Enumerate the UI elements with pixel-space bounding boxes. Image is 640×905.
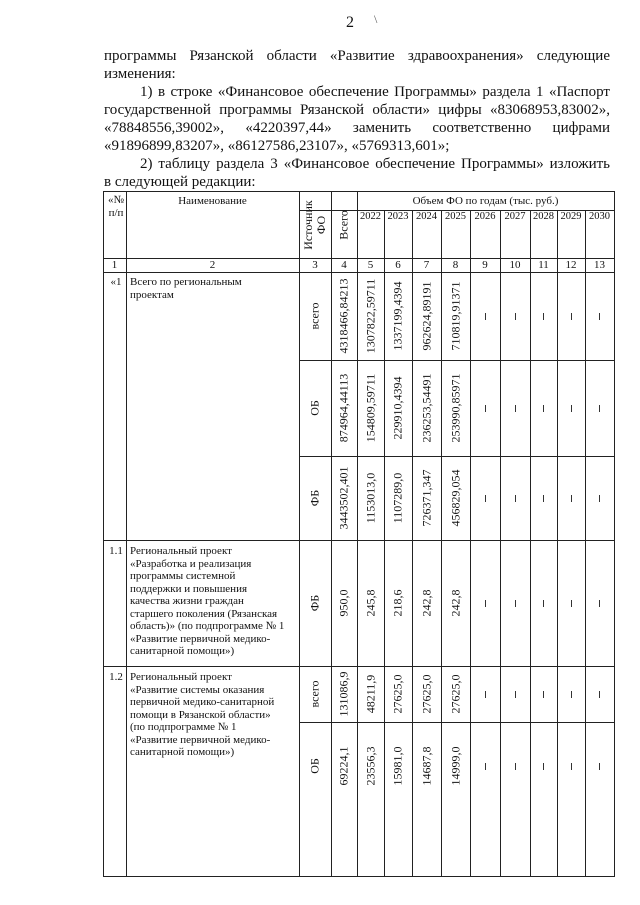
year-value-cell: 27625,0: [419, 674, 433, 714]
empty-cell-dash: [515, 313, 516, 320]
row-name-line: «Разработка и реализация: [130, 557, 252, 570]
year-header: 2027: [504, 211, 526, 222]
column-number: 6: [395, 259, 401, 271]
empty-cell-dash: [571, 763, 572, 770]
row-name-line: (по подпрограмме № 1: [130, 721, 237, 733]
year-value-cell: 1337199,4394: [390, 281, 405, 351]
intro-line: 1) в строке «Финансовое обеспечение Программы» раздела 1 «Паспорт: [140, 84, 610, 100]
year-value-cell: 1307822,59711: [363, 278, 377, 354]
column-number: 11: [538, 259, 549, 271]
empty-cell-dash: [571, 313, 572, 320]
column-number: 5: [367, 259, 374, 271]
empty-cell-dash: [515, 691, 516, 698]
column-number: 4: [341, 259, 347, 271]
intro-line: изменения:: [104, 66, 176, 82]
row-name-line: поддержки и повышения: [130, 582, 248, 595]
year-value-cell: 14999,0: [448, 746, 462, 786]
empty-cell-dash: [485, 691, 486, 698]
year-value-cell: 48211,9: [363, 674, 377, 714]
total-cell: 950,0: [336, 589, 351, 617]
empty-cell-dash: [599, 313, 600, 320]
empty-cell-dash: [599, 600, 600, 607]
column-number: 9: [482, 259, 488, 271]
header-source: Источник ФО: [301, 200, 328, 250]
year-value-cell: 1107289,0: [390, 472, 405, 524]
row-name-line: «Развитие системы оказания: [130, 683, 265, 696]
empty-cell-dash: [515, 763, 516, 770]
empty-cell-dash: [485, 763, 486, 770]
row-name-line: «Развитие первичной медико-: [130, 733, 271, 746]
row-number: «1: [110, 276, 122, 288]
source-cell: ОБ: [307, 758, 322, 774]
column-number: 10: [509, 259, 521, 271]
intro-line: «78848556,39002», «4220397,44» заменить соответственно цифрами: [104, 120, 610, 136]
empty-cell-dash: [543, 691, 544, 698]
page-number: 2: [346, 14, 354, 31]
column-number: 3: [312, 259, 318, 271]
total-cell: 3443502,401: [336, 466, 351, 530]
empty-cell-dash: [485, 495, 486, 502]
year-value-cell: 726371,347: [419, 469, 433, 527]
row-name-line: Всего по региональным: [130, 276, 242, 288]
year-value-cell: 253990,85971: [448, 373, 462, 443]
empty-cell-dash: [571, 405, 572, 412]
intro-line: «91896899,83207», «86127586,23107», «5769313,601»;: [104, 138, 450, 154]
year-header: 2026: [474, 211, 496, 222]
intro-line: программы Рязанской области «Развитие здравоохранения» следующие: [104, 48, 610, 64]
row-name-line: старшего поколения (Рязанская: [130, 607, 278, 620]
column-number: 7: [423, 259, 430, 271]
total-cell: 874964,44113: [336, 373, 351, 443]
total-cell: 131086,9: [336, 671, 351, 717]
year-value-cell: 245,8: [363, 589, 377, 617]
column-number: 1: [111, 259, 118, 271]
column-number: 12: [565, 259, 577, 271]
source-cell: ФБ: [307, 594, 322, 612]
column-number: 8: [452, 259, 459, 271]
header-name: Наименование: [178, 195, 247, 207]
row-number: 1.2: [109, 671, 123, 683]
year-value-cell: 23556,3: [363, 746, 377, 786]
empty-cell-dash: [571, 691, 572, 698]
year-value-cell: 27625,0: [390, 674, 405, 714]
row-name-line: «Развитие первичной медико-: [130, 632, 271, 645]
year-header: 2028: [533, 211, 554, 222]
empty-cell-dash: [571, 495, 572, 502]
year-value-cell: 218,6: [390, 589, 405, 617]
empty-cell-dash: [515, 495, 516, 502]
year-header: 2029: [560, 211, 582, 222]
year-value-cell: 962624,89191: [419, 281, 433, 351]
year-value-cell: 154809,59711: [363, 373, 377, 443]
year-value-cell: 242,8: [419, 589, 433, 617]
empty-cell-dash: [543, 600, 544, 607]
year-value-cell: 242,8: [448, 589, 462, 617]
row-name-line: качества жизни граждан: [130, 595, 244, 607]
intro-line: в следующей редакции:: [104, 174, 256, 190]
row-name-line: область)» (по подпрограмме № 1: [130, 620, 285, 632]
empty-cell-dash: [599, 691, 600, 698]
header-years-group: Объем ФО по годам (тыс. руб.): [412, 195, 559, 207]
row-name-line: Региональный проект: [130, 671, 232, 683]
source-cell: ОБ: [307, 400, 322, 416]
year-header: 2022: [360, 211, 381, 222]
year-header: 2030: [589, 211, 610, 222]
empty-cell-dash: [599, 495, 600, 502]
year-value-cell: 710819,91371: [448, 281, 462, 351]
total-cell: 4318466,84213: [336, 278, 351, 354]
row-name-line: санитарной помощи»): [130, 645, 235, 657]
empty-cell-dash: [571, 600, 572, 607]
year-value-cell: 456829,054: [448, 469, 462, 527]
empty-cell-dash: [543, 405, 544, 412]
source-cell: ФБ: [307, 489, 322, 507]
year-value-cell: 15981,0: [390, 746, 405, 786]
empty-cell-dash: [543, 763, 544, 770]
empty-cell-dash: [485, 313, 486, 320]
year-header: 2023: [387, 211, 409, 222]
column-number: 13: [594, 259, 605, 271]
total-cell: 69224,1: [336, 746, 351, 786]
empty-cell-dash: [543, 313, 544, 320]
header-total: Всего: [336, 210, 351, 240]
column-number: 2: [209, 259, 216, 271]
row-name-line: помощи в Рязанской области»: [130, 708, 271, 721]
header-num: «№ п/п: [108, 194, 124, 219]
row-name-line: программы системной: [130, 570, 236, 582]
empty-cell-dash: [515, 600, 516, 607]
row-name-line: санитарной помощи»): [130, 746, 235, 758]
year-header: 2025: [445, 211, 466, 222]
empty-cell-dash: [515, 405, 516, 412]
intro-line: 2) таблицу раздела 3 «Финансовое обеспечение Программы» изложить: [140, 156, 610, 172]
source-cell: всего: [307, 680, 322, 708]
source-cell: всего: [307, 302, 322, 330]
empty-cell-dash: [543, 495, 544, 502]
row-number: 1.1: [109, 545, 123, 557]
empty-cell-dash: [599, 763, 600, 770]
row-name-line: Региональный проект: [130, 545, 232, 557]
empty-cell-dash: [485, 405, 486, 412]
empty-cell-dash: [485, 600, 486, 607]
year-value-cell: 14687,8: [419, 746, 433, 786]
page-mark: \: [374, 12, 378, 26]
row-name-line: проектам: [130, 288, 174, 301]
row-name-line: первичной медико-санитарной: [130, 696, 275, 708]
year-value-cell: 1153013,0: [363, 472, 377, 524]
intro-line: государственной программы Рязанской области» цифры «83068953,83002»,: [104, 102, 610, 118]
empty-cell-dash: [599, 405, 600, 412]
year-value-cell: 229910,4394: [390, 376, 405, 440]
year-value-cell: 27625,0: [448, 674, 462, 714]
year-header: 2024: [416, 211, 437, 222]
year-value-cell: 236253,54491: [419, 373, 433, 443]
